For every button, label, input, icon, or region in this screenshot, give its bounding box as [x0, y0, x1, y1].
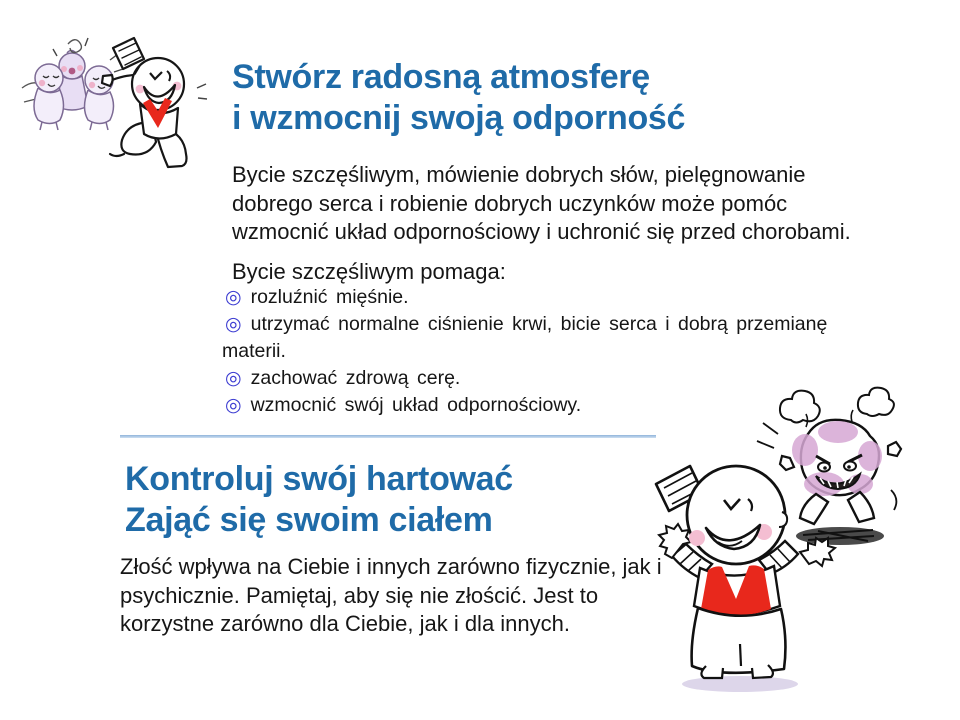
bullet-text: wzmocnić swój układ odpornościowy.	[250, 394, 582, 416]
section1-title	[232, 57, 685, 139]
list-intro: Bycie szczęśliwym pomaga:	[232, 259, 506, 284]
bullet-text: rozluźnić mięśnie.	[250, 286, 409, 308]
section-divider	[120, 435, 656, 438]
steam-puff-icon	[858, 388, 894, 416]
bullseye-bullet-icon: ◎	[225, 367, 242, 389]
steam-puff-icon	[780, 391, 820, 423]
bullseye-bullet-icon: ◎	[225, 286, 242, 308]
anger-scene-illustration	[648, 372, 948, 712]
section2-title	[125, 459, 513, 541]
ground-shadow	[682, 676, 798, 692]
bullseye-bullet-icon: ◎	[225, 313, 242, 335]
list-item	[222, 311, 874, 365]
bullet-text: zachować zdrową cerę.	[250, 367, 461, 389]
bullseye-bullet-icon: ◎	[225, 394, 242, 416]
title-line: Stwórz radosną atmosferę	[232, 58, 650, 96]
section2-paragraph: Złość wpływa na Ciebie i innych zarówno fizycznie, jak i psychicznie. Pamiętaj, aby się nie złościć. Jest to korzystne zarówno dla Ciebie, jak i dla innych.	[120, 554, 662, 636]
list-item	[222, 284, 874, 311]
title-line: Zająć się swoim ciałem	[125, 501, 493, 539]
title-line: Kontroluj swój hartować	[125, 460, 513, 498]
section1-paragraph: Bycie szczęśliwym, mówienie dobrych słów, pielęgnowanie dobrego serca i robienie dobrych uczynków może pomóc wzmocnić układ odpornościowy i uchronić się przed chorobami.	[232, 162, 851, 244]
happy-march-illustration	[12, 26, 222, 174]
bullet-text: utrzymać normalne ciśnienie krwi, bicie serca i dobrą przemianę materii.	[222, 313, 828, 362]
title-line: i wzmocnij swoją odporność	[232, 99, 686, 137]
